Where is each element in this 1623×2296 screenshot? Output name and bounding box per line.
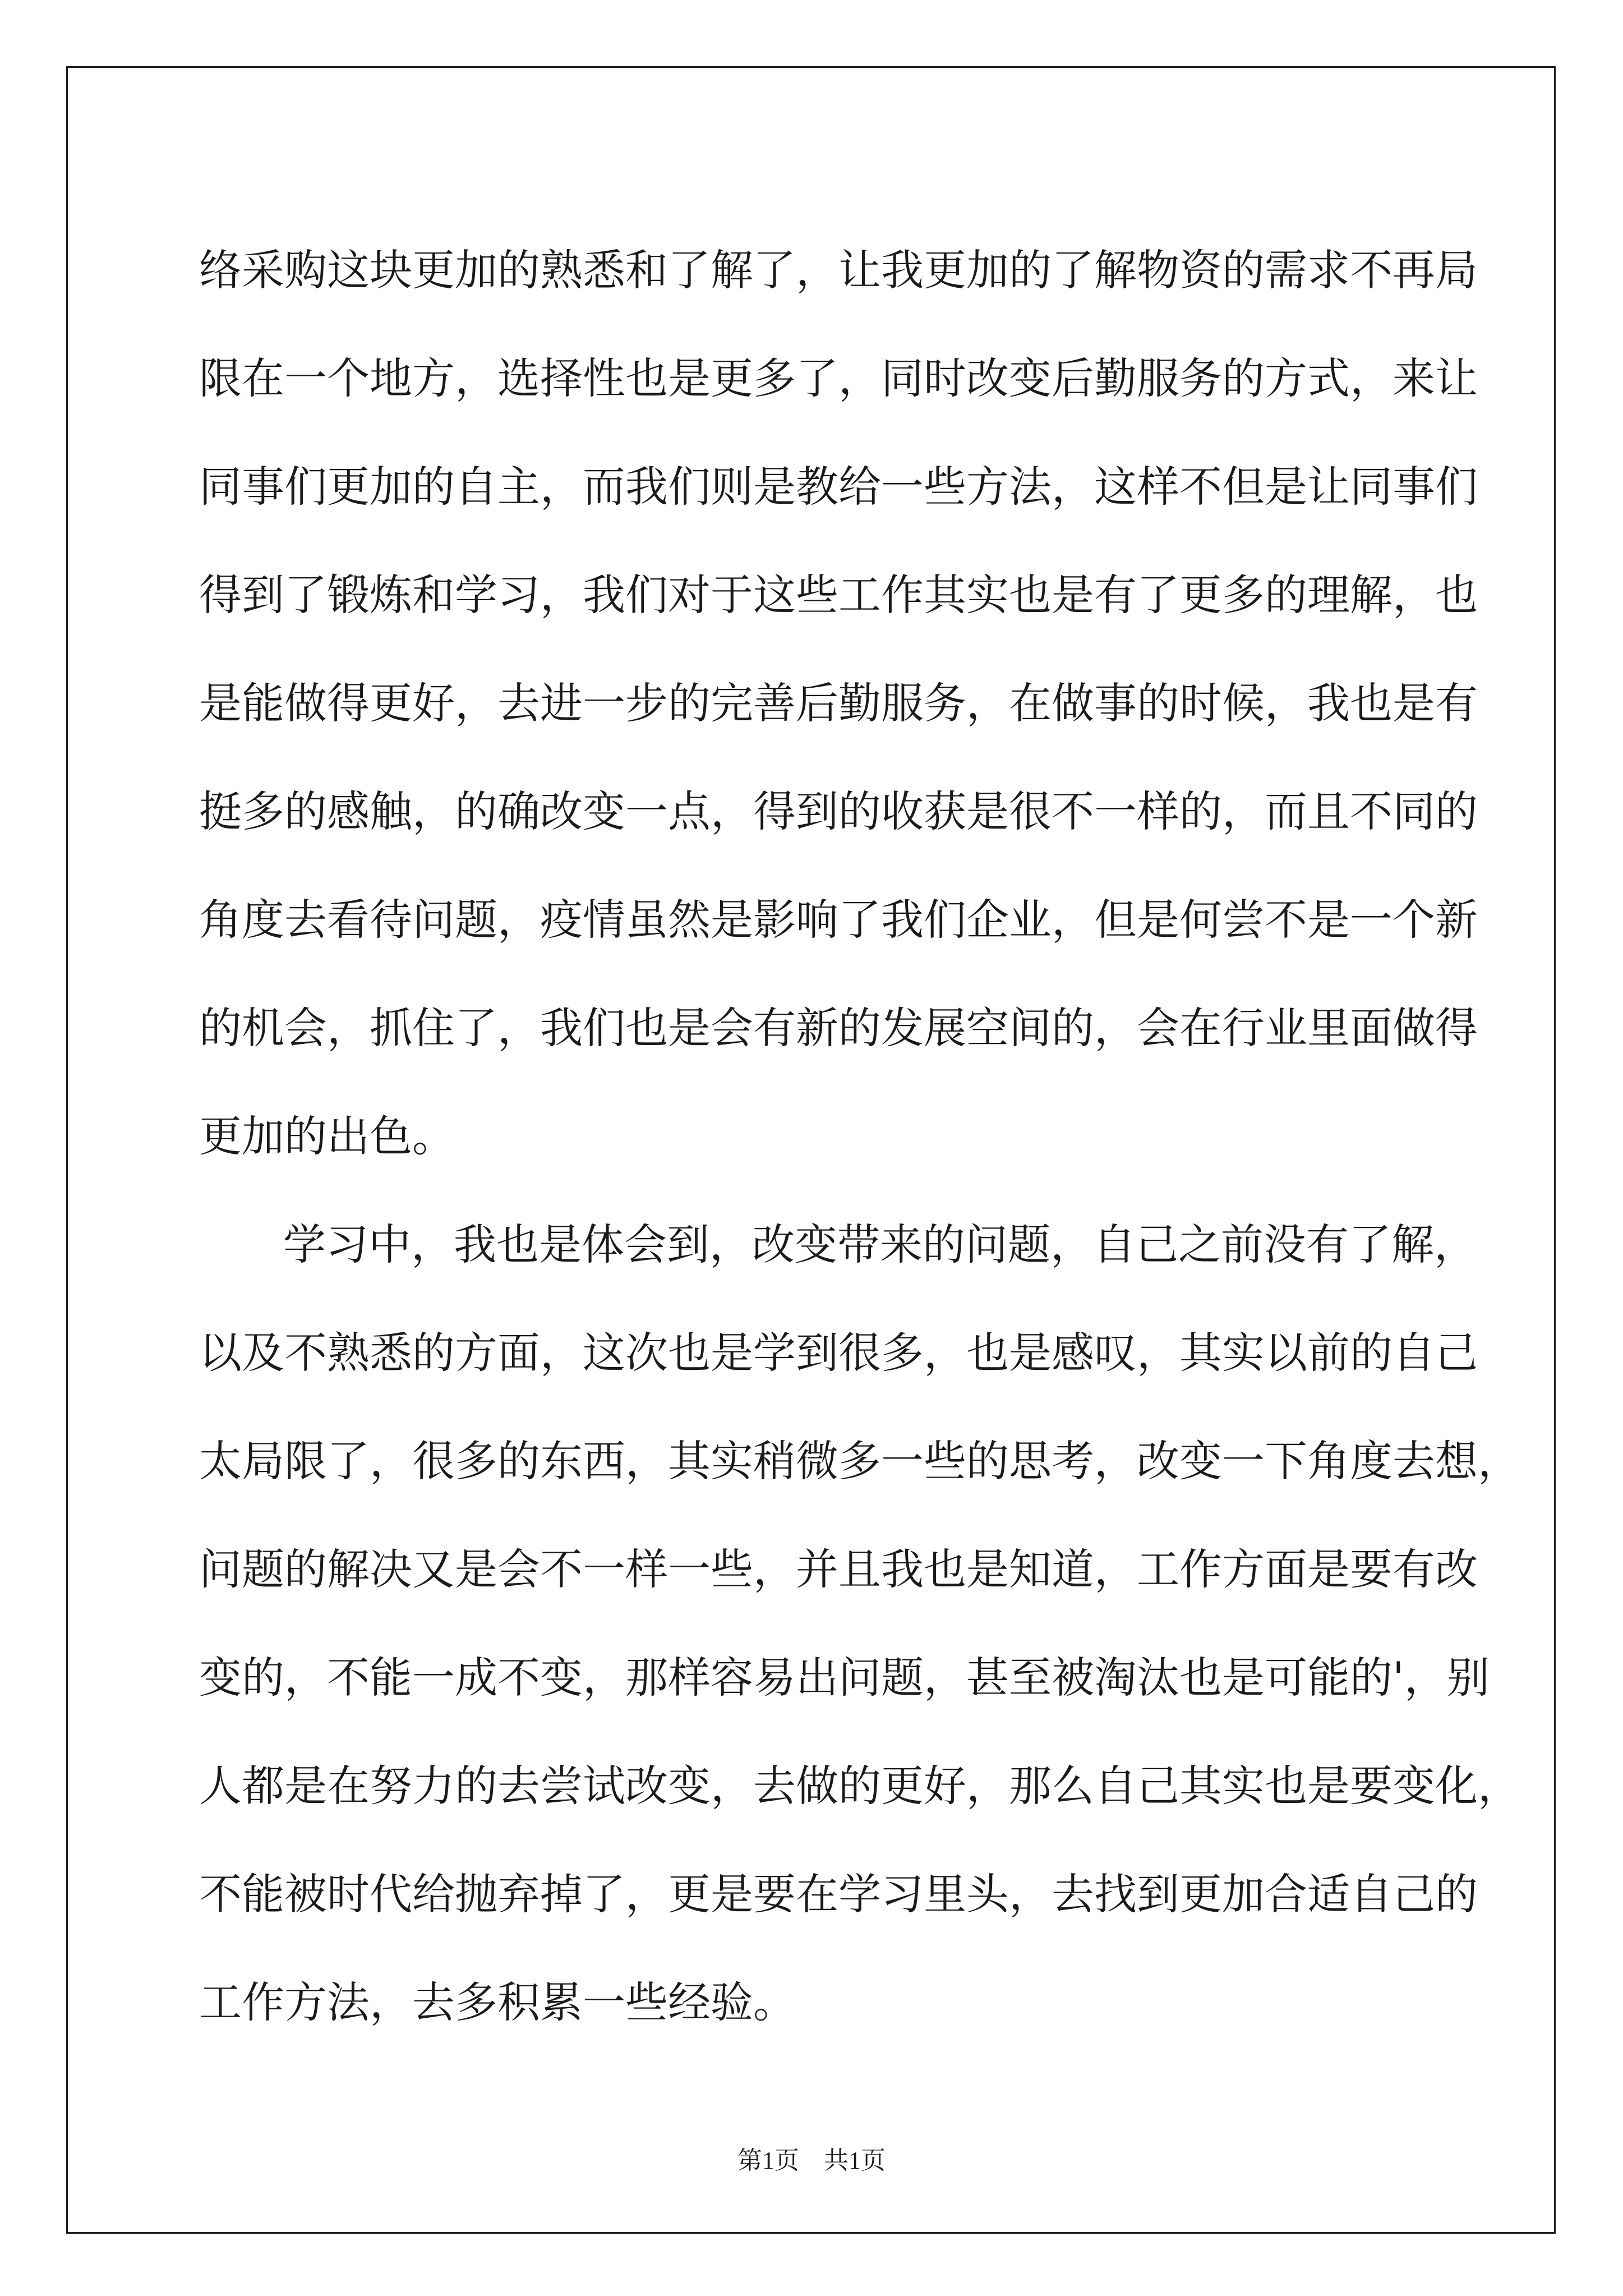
page-number-label: 第1页 共1页 — [737, 2147, 886, 2174]
text-line: 是能做得更好，去进一步的完善后勤服务，在做事的时候，我也是有 — [199, 678, 1478, 728]
text-line: 不能被时代给抛弃掉了，更是要在学习里头，去找到更加合适自己的 — [199, 1869, 1478, 1919]
text-line: 太局限了，很多的东西，其实稍微多一些的思考，改变一下角度去想， — [199, 1436, 1520, 1486]
text-line: 得到了锻炼和学习，我们对于这些工作其实也是有了更多的理解，也 — [199, 570, 1478, 620]
text-line: 限在一个地方，选择性也是更多了，同时改变后勤服务的方式，来让 — [199, 353, 1478, 403]
text-line: 变的，不能一成不变，那样容易出问题，甚至被淘汰也是可能的'，别 — [199, 1653, 1490, 1703]
text-line: 角度去看待问题，疫情虽然是影响了我们企业，但是何尝不是一个新 — [199, 895, 1478, 945]
text-line: 工作方法，去多积累一些经验。 — [199, 1977, 796, 2027]
text-line: 挺多的感触，的确改变一点，得到的收获是很不一样的，而且不同的 — [199, 786, 1478, 836]
text-line: 以及不熟悉的方面，这次也是学到很多，也是感叹，其实以前的自己 — [199, 1328, 1478, 1378]
text-line: 人都是在努力的去尝试改变，去做的更好，那么自己其实也是要变化， — [199, 1761, 1520, 1811]
text-line: 络采购这块更加的熟悉和了解了，让我更加的了解物资的需求不再局 — [199, 245, 1478, 295]
text-line: 同事们更加的自主，而我们则是教给一些方法，这样不但是让同事们 — [199, 462, 1478, 512]
text-line: 学习中，我也是体会到，改变带来的问题，自己之前没有了解， — [283, 1220, 1477, 1269]
text-line: 的机会，抓住了，我们也是会有新的发展空间的，会在行业里面做得 — [199, 1003, 1478, 1053]
text-line: 问题的解决又是会不一样一些，并且我也是知道，工作方面是要有改 — [199, 1544, 1478, 1594]
document-body — [199, 216, 1520, 2056]
page-footer — [0, 2140, 1623, 2176]
text-line: 更加的出色。 — [199, 1111, 455, 1161]
